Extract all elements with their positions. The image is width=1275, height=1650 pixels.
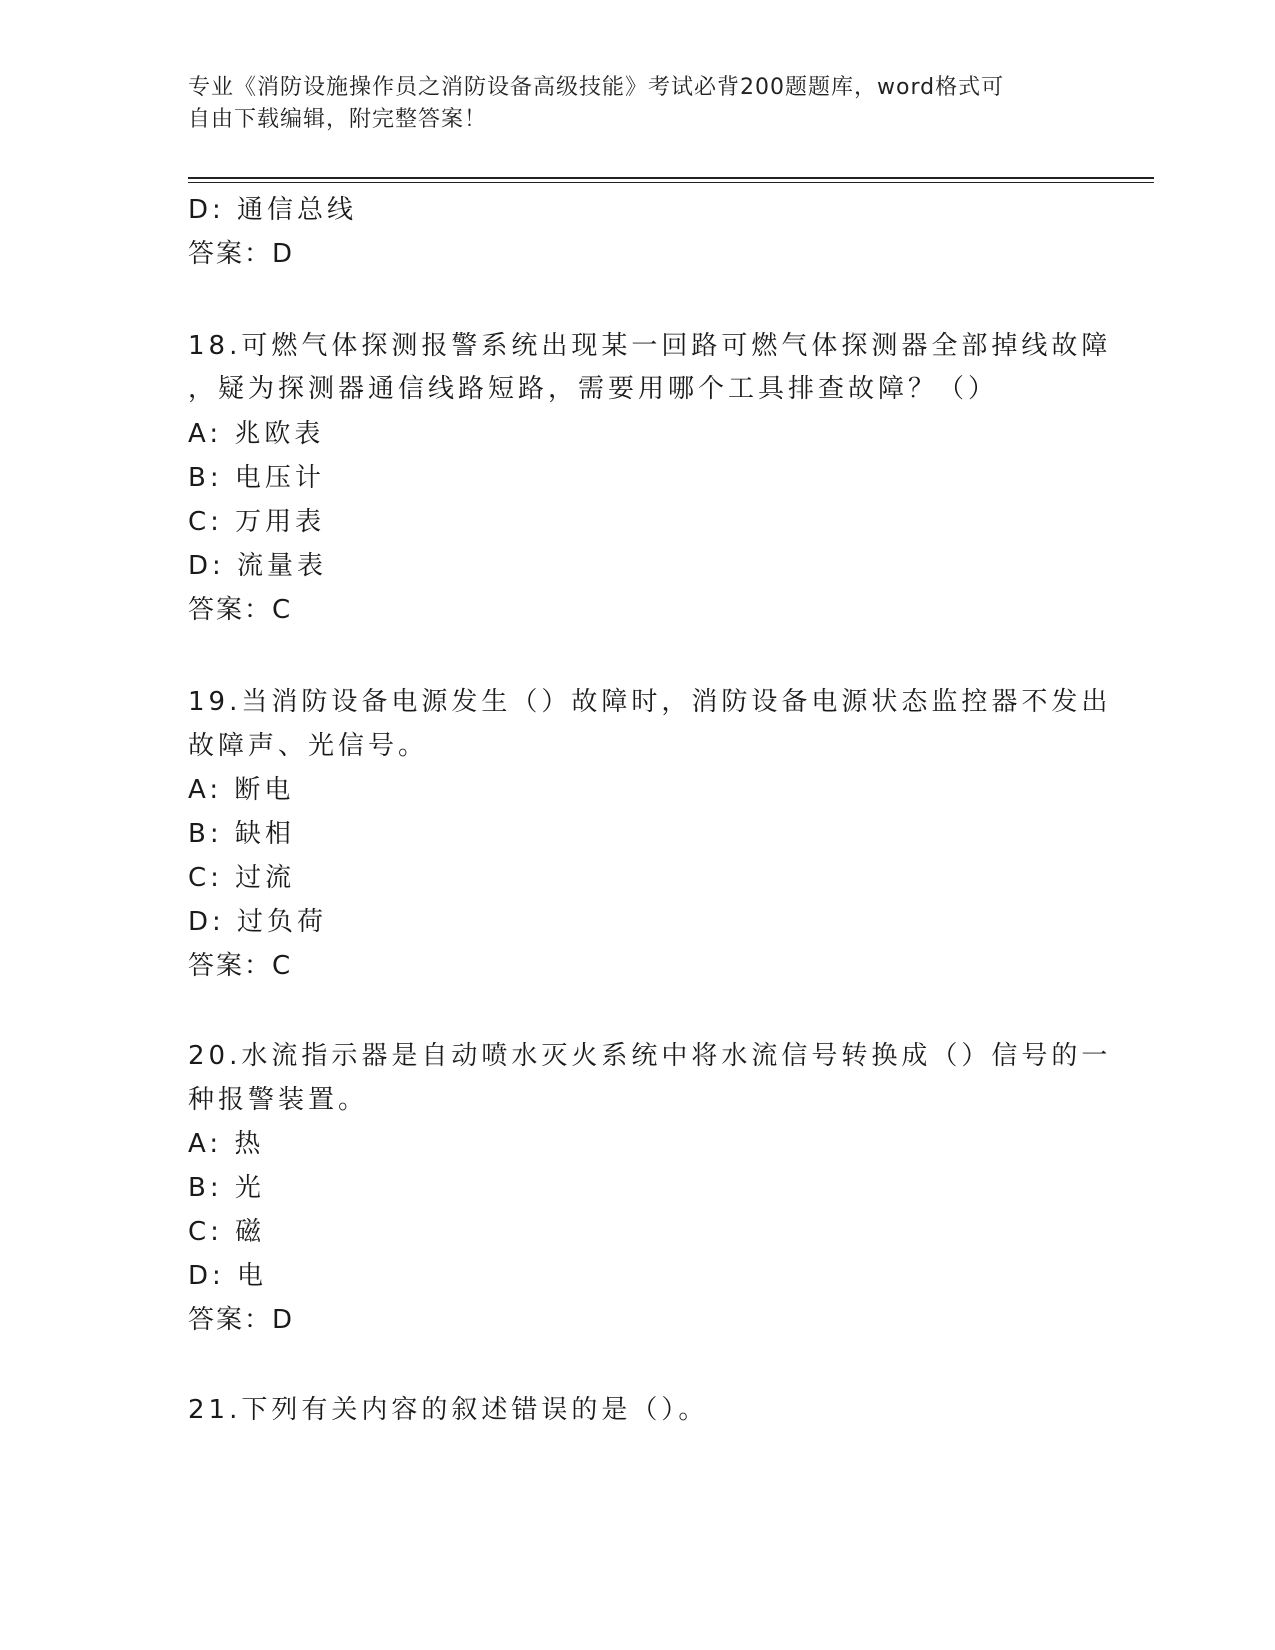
q18-option-a: A: 兆欧表: [188, 419, 325, 449]
q20-option-a: A: 热: [188, 1129, 265, 1159]
q20-stem-line-2: 种报警装置。: [188, 1085, 369, 1115]
q18-stem-line-1: 18.可燃气体探测报警系统出现某一回路可燃气体探测器全部掉线故障: [188, 331, 1112, 361]
q18-answer: 答案：C: [188, 595, 293, 625]
header-line-1: 专业《消防设施操作员之消防设备高级技能》考试必背200题题库，word格式可: [188, 75, 1005, 100]
q19-answer: 答案：C: [188, 951, 293, 981]
q18-option-b: B: 电压计: [188, 463, 325, 493]
q21-stem-line-1: 21.下列有关内容的叙述错误的是（）。: [188, 1395, 709, 1425]
prev-answer: 答案：D: [188, 239, 295, 269]
q19-stem-line-2: 故障声、光信号。: [188, 731, 429, 761]
q18-option-c: C: 万用表: [188, 507, 326, 537]
header-divider-thick: [188, 177, 1154, 179]
header-line-2: 自由下载编辑，附完整答案！: [188, 107, 488, 132]
q19-option-c: C: 过流: [188, 863, 296, 893]
q20-option-b: B: 光: [188, 1173, 265, 1203]
q19-option-a: A: 断电: [188, 775, 295, 805]
q20-answer: 答案：D: [188, 1305, 295, 1335]
q20-stem-line-1: 20.水流指示器是自动喷水灭火系统中将水流信号转换成（）信号的一: [188, 1041, 1112, 1071]
q18-stem-line-2: ，疑为探测器通信线路短路，需要用哪个工具排查故障？（）: [188, 374, 999, 404]
document-header: [188, 72, 1088, 136]
q19-stem-line-1: 19.当消防设备电源发生（）故障时，消防设备电源状态监控器不发出: [188, 687, 1112, 717]
q18-option-d: D: 流量表: [188, 551, 328, 581]
header-divider-thin: [188, 182, 1154, 183]
q20-option-c: C: 磁: [188, 1217, 266, 1247]
prev-option-d: D: 通信总线: [188, 195, 358, 225]
q19-option-b: B: 缺相: [188, 819, 295, 849]
q20-option-d: D: 电: [188, 1261, 268, 1291]
q19-option-d: D: 过负荷: [188, 907, 328, 937]
